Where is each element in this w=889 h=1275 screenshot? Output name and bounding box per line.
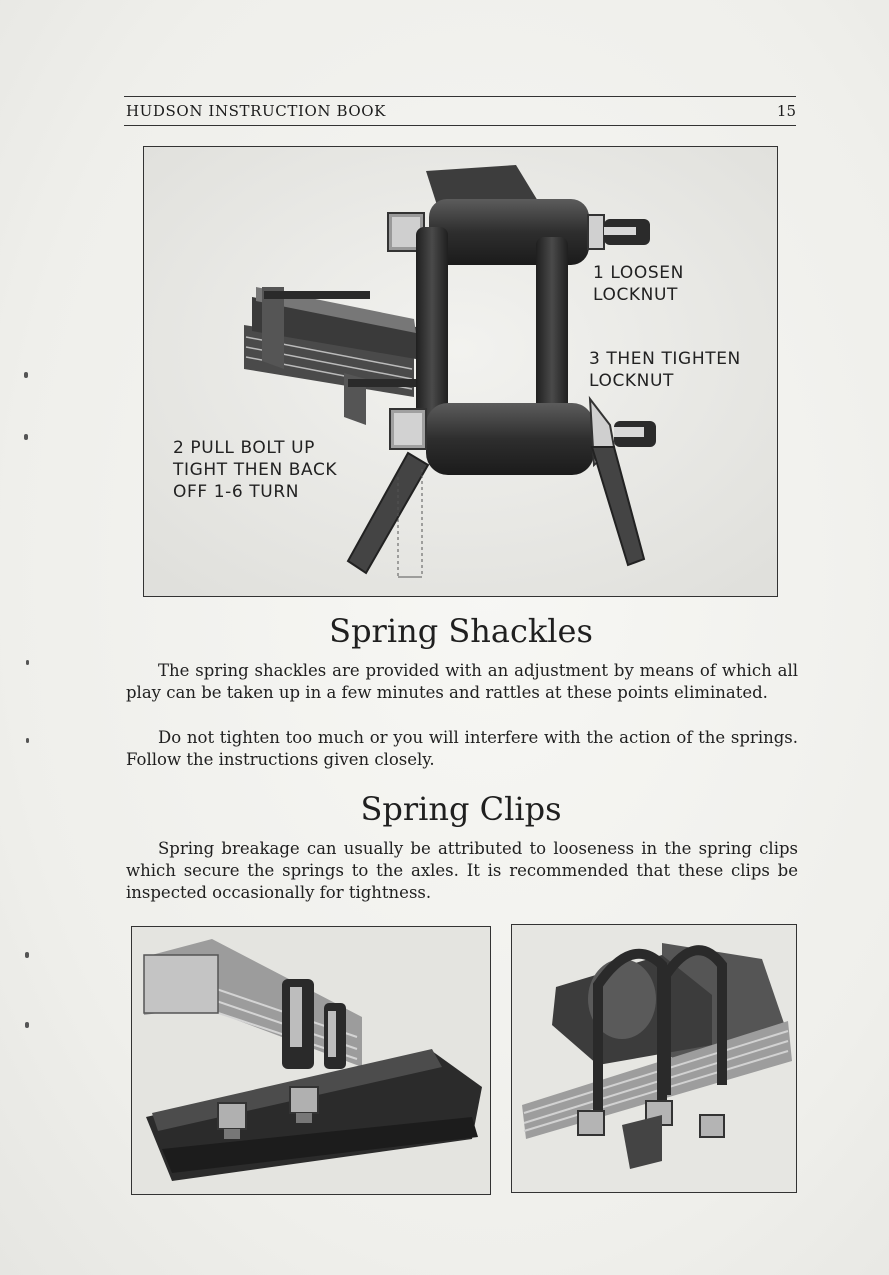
callout-loosen-locknut bbox=[593, 262, 684, 306]
page-number: 15 bbox=[776, 102, 796, 120]
running-header bbox=[124, 96, 796, 126]
spring-clip-illustration-left bbox=[132, 927, 490, 1194]
callout-line: LOCKNUT bbox=[593, 285, 679, 305]
callout-pull-bolt bbox=[173, 437, 337, 503]
section-title-spring-clips: Spring Clips bbox=[360, 790, 562, 828]
paragraph-clips-1: Spring breakage can usually be attributed to looseness in the spring clips which secure the springs to the axles. It is recommended that these clips be inspected occasionally for tightness. bbox=[126, 839, 798, 902]
spring-clip-illustration-right bbox=[512, 925, 796, 1192]
margin-speck bbox=[25, 952, 29, 958]
spring-clip-figure-left bbox=[131, 926, 491, 1195]
spring-clip-figure-right bbox=[511, 924, 797, 1193]
callout-line: 3 THEN TIGHTEN bbox=[589, 349, 741, 369]
paragraph-shackles-1: The spring shackles are provided with an adjustment by means of which all play can be taken up in a few minutes and rattles at these points eliminated. bbox=[126, 661, 798, 702]
callout-line: 1 LOOSEN bbox=[593, 263, 684, 283]
callout-line: 2 PULL BOLT UP bbox=[173, 438, 316, 458]
header-title: HUDSON INSTRUCTION BOOK bbox=[126, 102, 386, 120]
section-title-spring-shackles: Spring Shackles bbox=[329, 612, 593, 650]
margin-speck bbox=[24, 434, 28, 440]
callout-tighten-locknut bbox=[589, 348, 741, 392]
margin-speck bbox=[24, 372, 28, 378]
paragraph-shackles-2: Do not tighten too much or you will interfere with the action of the springs. Follow the instructions given closely. bbox=[126, 728, 798, 769]
spring-shackle-figure bbox=[143, 146, 778, 597]
callout-line: LOCKNUT bbox=[589, 371, 675, 391]
margin-speck bbox=[25, 1022, 29, 1028]
callout-line: TIGHT THEN BACK bbox=[173, 460, 338, 480]
margin-speck bbox=[26, 660, 29, 665]
callout-line: OFF 1-6 TURN bbox=[173, 482, 300, 502]
margin-speck bbox=[26, 738, 29, 743]
